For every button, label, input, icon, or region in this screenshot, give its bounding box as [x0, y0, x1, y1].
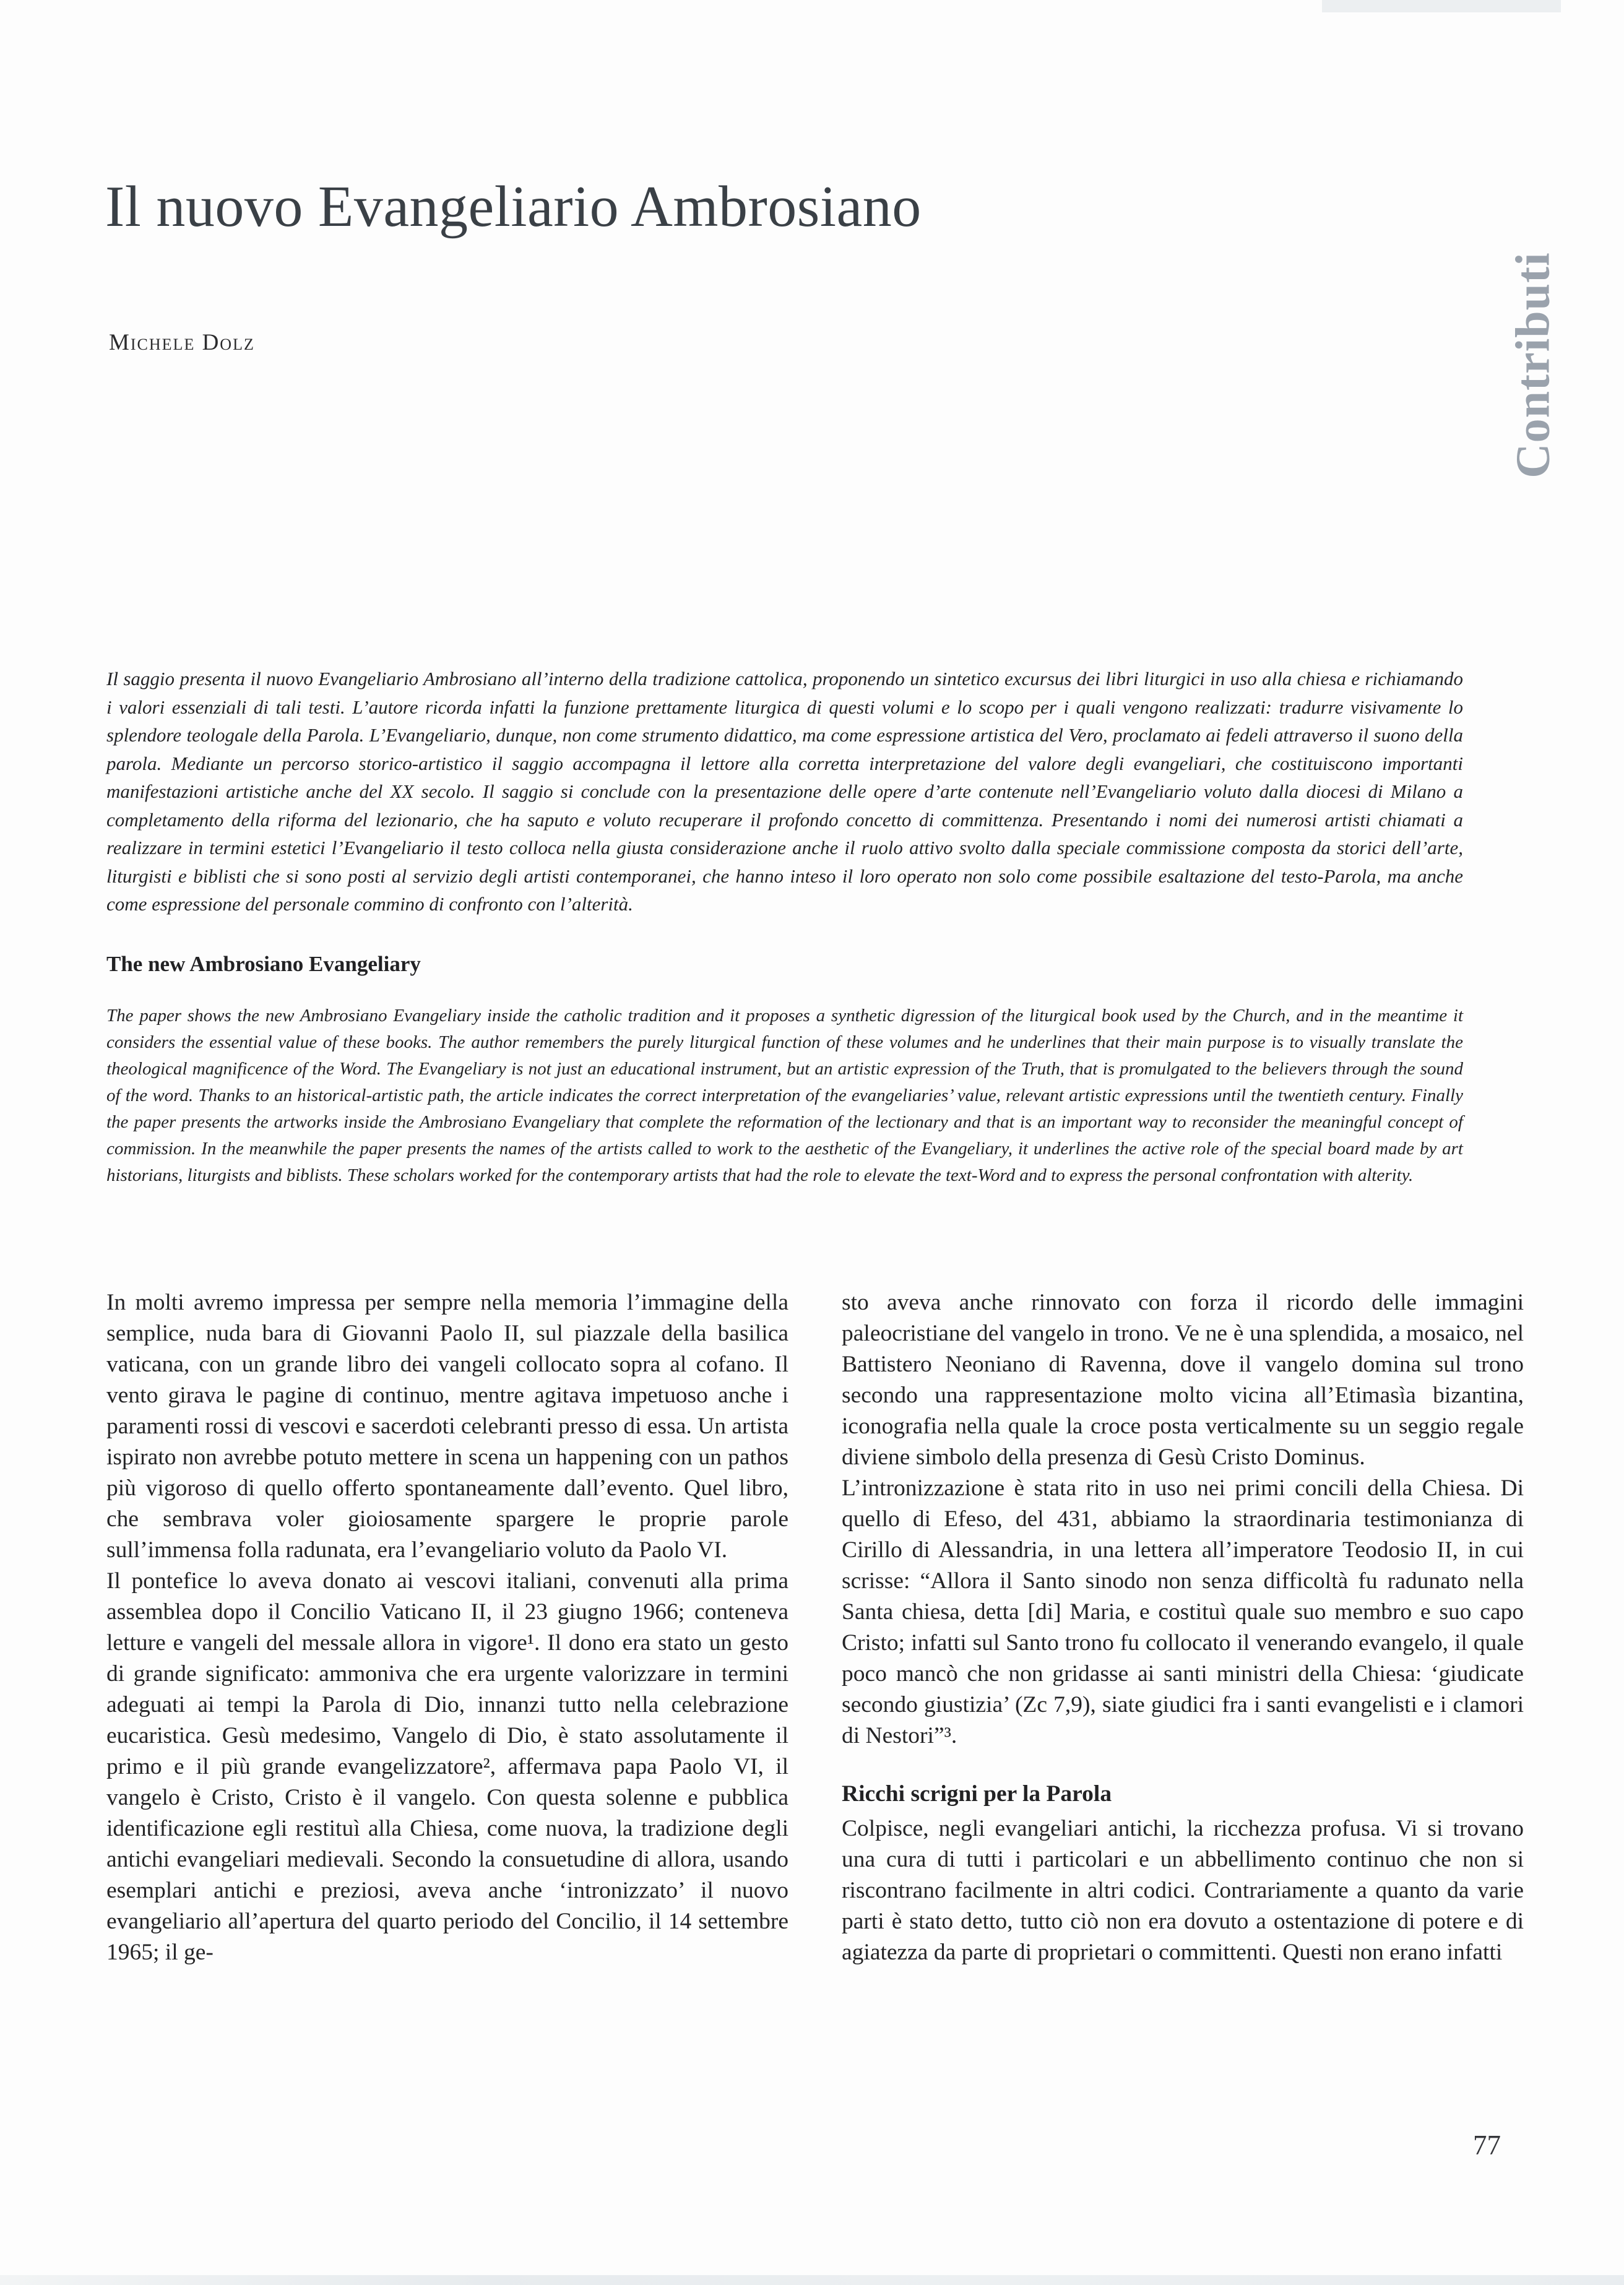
author-name: Michele Dolz — [109, 330, 255, 355]
abstract-english-heading: The new Ambrosiano Evangeliary — [106, 952, 421, 976]
section-heading: Ricchi scrigni per la Parola — [842, 1781, 1112, 1807]
body-columns — [106, 1287, 1524, 1968]
left-column — [106, 1287, 788, 1968]
paragraph: L’intronizzazione è stata rito in uso nei primi concili della Chiesa. Di quello di Efeso, del 431, abbiamo la straordinaria testimonianza di Cirillo di Alessandria, in una lettera all’imperatore Teodosio II, in cui scrisse: “Allora il Santo sinodo non senza difficoltà fu radunato nella Santa chiesa, detta [di] Maria, e costituì quale suo membro e suo capo Cristo; infatti sul Santo trono fu collocato il venerando evangelo, il quale poco mancò che non gridasse ai santi ministri della Chiesa: ‘giudicate secondo giustizia’ (Zc 7,9), siate giudici fra i santi evangelisti e i clamori di Nestori”³. — [842, 1475, 1524, 1748]
abstract-english: The paper shows the new Ambrosiano Evangeliary inside the catholic tradition and it proposes a synthetic digression of the liturgical book used by the Church, and in the meantime it considers the essential value of these books. The author remembers the purely liturgical function of these volumes and he underlines that their main purpose is to visually translate the theological magnificence of the Word. The Evangeliary is not just an educational instrument, but an artistic expression of the Truth, that is promulgated to the believers through the sound of the word. Thanks to an historical-artistic path, the article indicates the correct interpretation of the evangeliaries’ value, relevant artistic expressions until the twentieth century. Finally the paper presents the artworks inside the Ambrosiano Evangeliary that complete the reformation of the lectionary and that is an important way to reconsider the meaningful concept of commission. In the meanwhile the paper presents the names of the artists called to work to the aesthetic of the Evangeliary, it underlines the active role of the special board made by art historians, liturgists and biblists. These scholars worked for the contemporary artists that had the role to elevate the text-Word and to express the personal confrontation with alterity. — [106, 1006, 1463, 1185]
scan-artifact-bottom — [0, 2275, 1624, 2285]
paragraph: sto aveva anche rinnovato con forza il ricordo delle immagini paleocristiane del vangelo in trono. Ve ne è una splendida, a mosaico, nel Battistero Neoniano di Ravenna, dove il vangelo domina sul trono secondo una rappresentazione molto vicina all’Etimasìa bizantina, iconografia nella quale la croce posta verticalmente su un seggio regale diviene simbolo della presenza di Gesù Cristo Dominus. — [842, 1290, 1524, 1470]
scan-artifact-top — [1322, 0, 1561, 12]
page-number: 77 — [1473, 2130, 1501, 2161]
right-column — [842, 1287, 1524, 1968]
paragraph: Il pontefice lo aveva donato ai vescovi italiani, convenuti alla prima assemblea dopo il Concilio Vaticano II, il 23 giugno 1966; conteneva letture e vangeli del messale allora in vigore¹. Il dono era stato un gesto di grande significato: ammoniva che era urgente valorizzare in termini adeguati ai tempi la Parola di Dio, innanzi tutto nella celebrazione eucaristica. Gesù medesimo, Vangelo di Dio, è stato assolutamente il primo e il più grande evangelizzatore², affermava papa Paolo VI, il vangelo è Cristo, Cristo è il vangelo. Con questa solenne e pubblica identificazione egli restituì alla Chiesa, come nuova, la tradizione degli antichi evangeliari medievali. Secondo la consuetudine di allora, usando esemplari antichi e preziosi, aveva anche ‘intronizzato’ il nuovo evangeliario all’apertura del quarto periodo del Concilio, il 14 settembre 1965; il ge- — [106, 1568, 788, 1965]
section-sidebar — [1480, 204, 1586, 526]
paragraph: In molti avremo impressa per sempre nella memoria l’immagine della semplice, nuda bara di Giovanni Paolo II, sul piazzale della basilica vaticana, con un grande libro dei vangeli collocato sopra al cofano. Il vento girava le pagine di continuo, mentre agitava impetuoso anche i paramenti rossi di vescovi e sacerdoti celebranti presso di essa. Un artista ispirato non avrebbe potuto mettere in scena un happening con un pathos più vigoroso di quello offerto spontaneamente dall’evento. Quel libro, che sembrava voler gioiosamente spargere le proprie parole sull’immensa folla radunata, era l’evangeliario voluto da Paolo VI. — [106, 1290, 788, 1563]
article-title: Il nuovo Evangeliario Ambrosiano — [105, 175, 922, 239]
paragraph: Colpisce, negli evangeliari antichi, la ricchezza profusa. Vi si trovano una cura di tutti i particolari e un abbellimento continuo che non si riscontrano facilmente in altri codici. Contrariamente a quanto da varie parti è stato detto, tutto ciò non era dovuto a ostentazione di potere e di agiatezza da parte di proprietari o committenti. Questi non erano infatti — [842, 1816, 1524, 1965]
abstract-italian: Il saggio presenta il nuovo Evangeliario Ambrosiano all’interno della tradizione cattolica, proponendo un sintetico excursus dei libri liturgici in uso alla chiesa e richiamando i valori essenziali di tali testi. L’autore ricorda infatti la funzione prettamente liturgica di questi volumi e lo scopo per i quali vengono realizzati: tradurre visivamente lo splendore teologale della Parola. L’Evangeliario, dunque, non come strumento didattico, ma come espressione artistica del Vero, proclamato ai fedeli attraverso il suono della parola. Mediante un percorso storico-artistico il saggio accompagna il lettore alla corretta interpretazione del valore degli evangeliari, che costituiscono importanti manifestazioni artistiche anche del XX secolo. Il saggio si conclude con la presentazione delle opere d’arte contenute nell’Evangeliario voluto dalla diocesi di Milano a completamento della riforma del lezionario, che ha saputo e voluto recuperare il profondo concetto di committenza. Presentando i nomi dei numerosi artisti chiamati a realizzare in termini estetici l’Evangeliario il testo colloca nella giusta considerazione anche il ruolo attivo svolto dalla speciale commissione composta da storici dell’arte, liturgisti e biblisti che si sono posti al servizio degli artisti contemporanei, che hanno inteso il loro operato non solo come possibile esaltazione del testo-Parola, ma anche come espressione del personale commino di confronto con l’alterità. — [106, 668, 1463, 915]
section-label: Contributi — [1506, 252, 1560, 478]
